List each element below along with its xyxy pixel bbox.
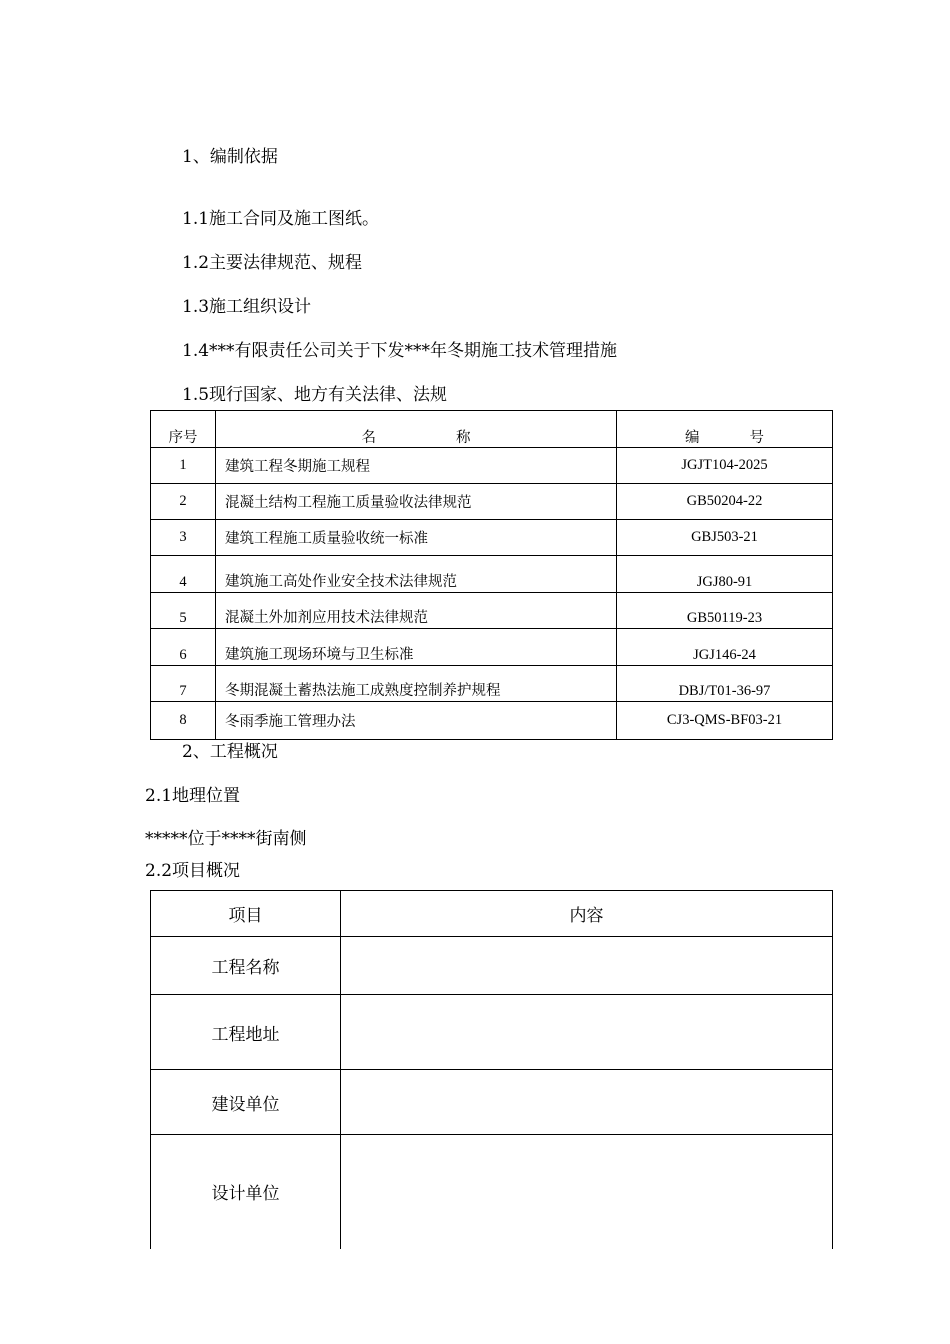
standards-header-row [151,411,833,448]
row-code: JGJ146-24 [617,629,833,666]
item-content [341,1070,833,1135]
table-row [151,995,833,1070]
header-name-part-a: 名 [361,430,376,446]
standards-table [150,410,833,740]
section-1-heading: 1、编制依据 [182,147,278,167]
row-code: GBJ503-21 [617,520,833,556]
header-name-part-b: 称 [456,430,471,446]
item-label: 设计单位 [151,1135,341,1249]
table-row [151,629,833,666]
row-name: 冬期混凝土蓄热法施工成熟度控制养护规程 [216,666,617,702]
item-content [341,995,833,1070]
header-no: 序号 [151,411,216,448]
row-name: 混凝土外加剂应用技术法律规范 [216,593,617,629]
row-name: 建筑工程冬期施工规程 [216,448,617,484]
location-text: *****位于****街南侧 [145,829,307,849]
table-row [151,937,833,995]
row-no: 1 [151,448,216,484]
header-name [216,411,617,448]
item-label: 工程名称 [151,937,341,995]
header-code-part-b: 号 [749,430,764,446]
row-name: 混凝土结构工程施工质量验收法律规范 [216,484,617,520]
overview-table [150,890,833,1249]
basis-item-1: 1.1施工合同及施工图纸。 [182,209,380,229]
basis-item-4: 1.4***有限责任公司关于下发***年冬期施工技术管理措施 [182,341,618,361]
row-no: 3 [151,520,216,556]
item-content [341,937,833,995]
item-label: 工程地址 [151,995,341,1070]
row-no: 8 [151,702,216,740]
table-row [151,556,833,593]
row-no: 5 [151,593,216,629]
item-content [341,1135,833,1249]
row-code: CJ3-QMS-BF03-21 [617,702,833,740]
table-row [151,593,833,629]
row-code: GB50119-23 [617,593,833,629]
basis-item-3: 1.3施工组织设计 [182,297,312,317]
header-code [617,411,833,448]
table-row [151,1070,833,1135]
table-row [151,484,833,520]
subsection-2-2: 2.2项目概况 [145,861,241,881]
table-row [151,520,833,556]
header-item: 项目 [151,891,341,937]
row-no: 2 [151,484,216,520]
row-code: GB50204-22 [617,484,833,520]
row-name: 建筑施工现场环境与卫生标准 [216,629,617,666]
table-row [151,1135,833,1249]
row-name: 冬雨季施工管理办法 [216,702,617,740]
subsection-2-1: 2.1地理位置 [145,786,241,806]
overview-header-row [151,891,833,937]
basis-item-5: 1.5现行国家、地方有关法律、法规 [182,385,448,405]
row-code: JGJT104-2025 [617,448,833,484]
section-2-heading: 2、工程概况 [182,742,278,762]
row-no: 7 [151,666,216,702]
header-content: 内容 [341,891,833,937]
row-name: 建筑工程施工质量验收统一标准 [216,520,617,556]
table-row [151,666,833,702]
row-code: DBJ/T01-36-97 [617,666,833,702]
row-no: 4 [151,556,216,593]
row-name: 建筑施工高处作业安全技术法律规范 [216,556,617,593]
table-row [151,702,833,740]
row-code: JGJ80-91 [617,556,833,593]
item-label: 建设单位 [151,1070,341,1135]
header-code-part-a: 编 [685,430,700,446]
table-row [151,448,833,484]
basis-item-2: 1.2主要法律规范、规程 [182,253,363,273]
row-no: 6 [151,629,216,666]
